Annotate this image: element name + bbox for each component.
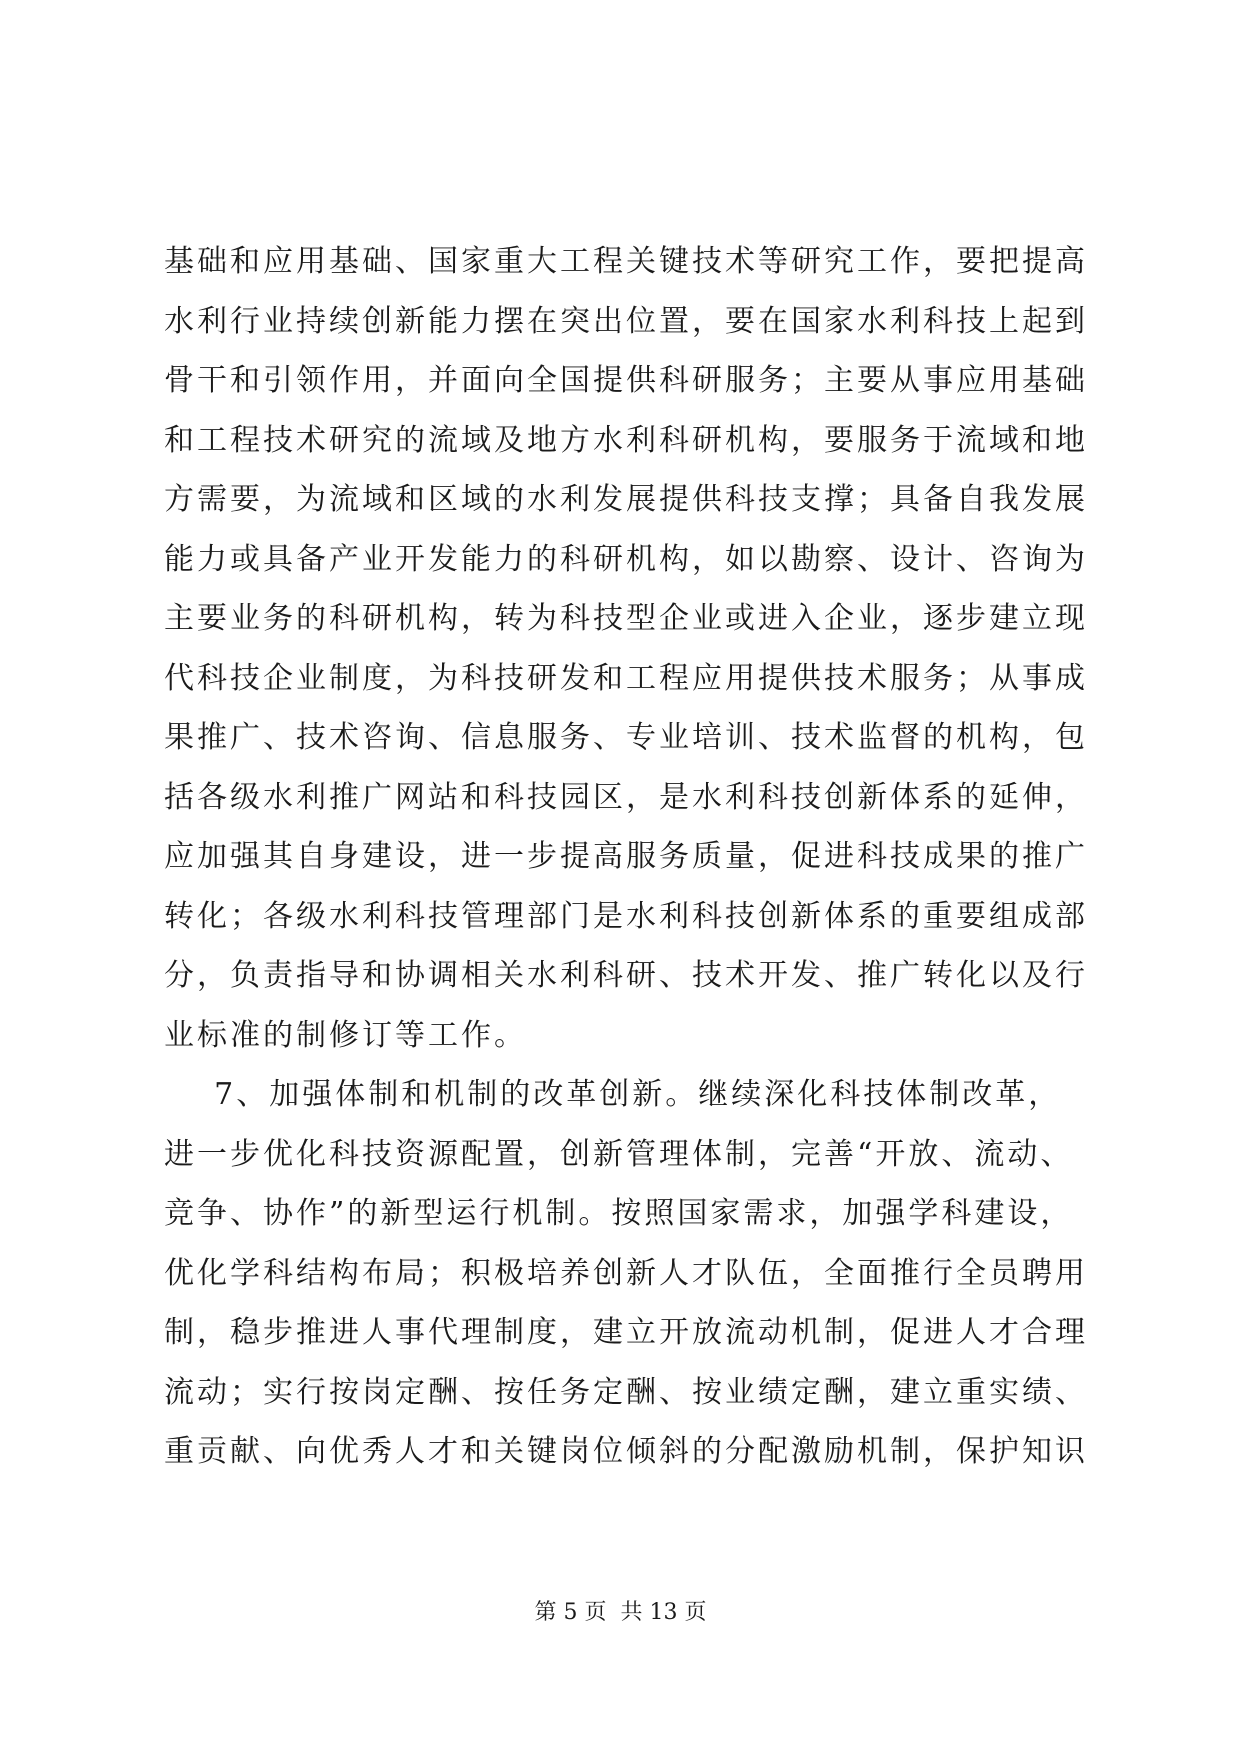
text-line: 进一步优化科技资源配置，创新管理体制，完善“开放、流动、 [164, 1136, 1074, 1172]
text-line: 果推广、技术咨询、信息服务、专业培训、技术监督的机构，包 [164, 720, 1088, 755]
text-line: 业标准的制修订等工作。 [164, 1017, 527, 1053]
text-line: 主要业务的科研机构，转为科技型企业或进入企业，逐步建立现 [164, 601, 1088, 636]
text-line: 优化学科结构布局；积极培养创新人才队伍，全面推行全员聘用 [164, 1255, 1088, 1291]
body-text [164, 232, 1088, 1482]
page-number-footer: 第 5 页 共 13 页 [534, 1600, 707, 1625]
text-line: 基础和应用基础、国家重大工程关键技术等研究工作，要把提高 [164, 244, 1088, 279]
text-line: 制，稳步推进人事代理制度，建立开放流动机制，促进人才合理 [164, 1315, 1088, 1350]
text-line: 7、加强体制和机制的改革创新。继续深化科技体制改革， [164, 1077, 1062, 1112]
text-line: 分，负责指导和协调相关水利科研、技术开发、推广转化以及行 [164, 958, 1088, 993]
text-line: 竞争、协作”的新型运行机制。按照国家需求，加强学科建设， [164, 1196, 1074, 1231]
text-line: 和工程技术研究的流域及地方水利科研机构，要服务于流域和地 [164, 422, 1088, 458]
text-line: 方需要，为流域和区域的水利发展提供科技支撑；具备自我发展 [164, 482, 1088, 517]
text-line: 骨干和引领作用，并面向全国提供科研服务；主要从事应用基础 [164, 363, 1088, 398]
text-line: 括各级水利推广网站和科技园区，是水利科技创新体系的延伸， [164, 779, 1088, 815]
text-line: 水利行业持续创新能力摆在突出位置，要在国家水利科技上起到 [164, 303, 1088, 339]
text-line: 重贡献、向优秀人才和关键岗位倾斜的分配激励机制，保护知识 [164, 1434, 1088, 1469]
text-line: 应加强其自身建设，进一步提高服务质量，促进科技成果的推广 [164, 839, 1088, 874]
text-line: 转化；各级水利科技管理部门是水利科技创新体系的重要组成部 [164, 898, 1088, 934]
text-line: 流动；实行按岗定酬、按任务定酬、按业绩定酬，建立重实绩、 [164, 1374, 1088, 1410]
text-line: 代科技企业制度，为科技研发和工程应用提供技术服务；从事成 [164, 660, 1088, 696]
text-line: 能力或具备产业开发能力的科研机构，如以勘察、设计、咨询为 [164, 541, 1088, 577]
